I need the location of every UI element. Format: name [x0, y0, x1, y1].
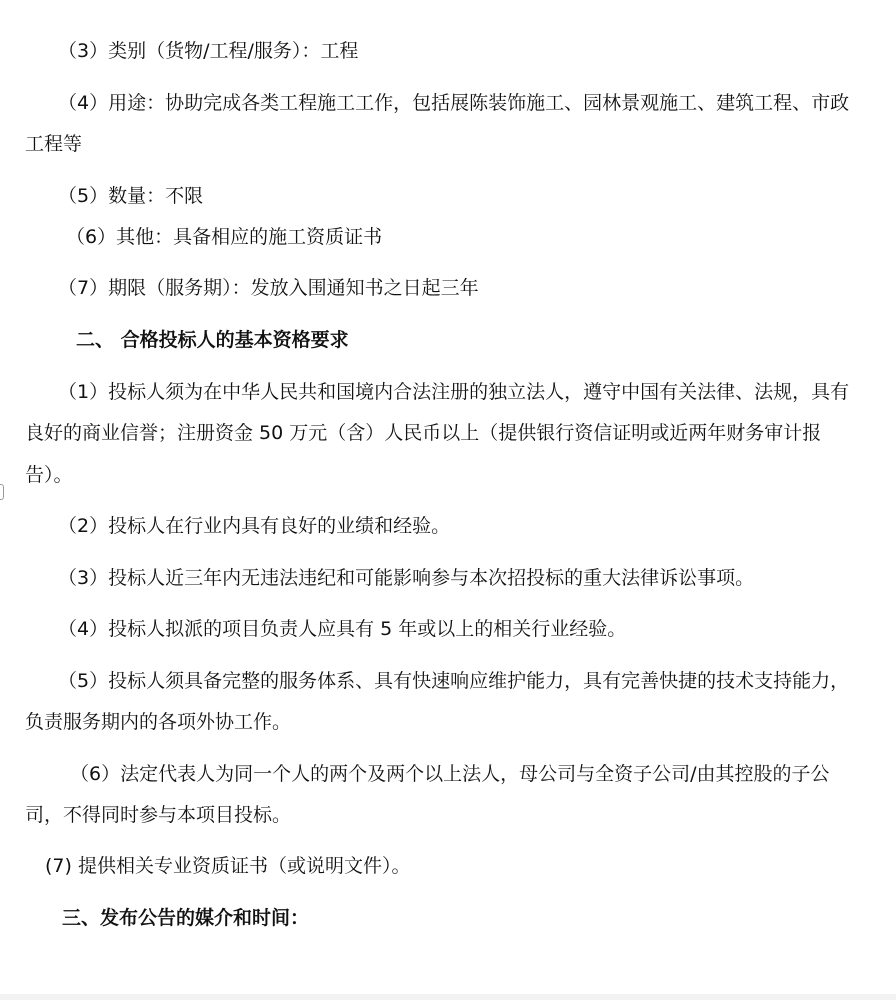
req-6-line-1: （6）法定代表人为同一个人的两个及两个以上法人，母公司与全资子公司/由其控股的子公: [70, 763, 830, 785]
other-line: （6）其他：具备相应的施工资质证书: [66, 226, 383, 248]
req-3-line: （3）投标人近三年内无违法违纪和可能影响参与本次招投标的重大法律诉讼事项。: [58, 567, 755, 589]
req-1-line-1: （1）投标人须为在中华人民共和国境内合法注册的独立法人，遵守中国有关法律、法规，具有: [58, 381, 850, 403]
section-two-heading: 二、 合格投标人的基本资格要求: [76, 329, 349, 351]
req-5-line-1: （5）投标人须具备完整的服务体系、具有快速响应维护能力，具有完善快捷的技术支持能力，: [58, 670, 850, 692]
req-1-line-3: 告）。: [25, 464, 73, 486]
purpose-line-cont: 工程等: [25, 133, 83, 155]
purpose-line: （4）用途：协助完成各类工程施工工作，包括展陈装饰施工、园林景观施工、建筑工程、市政: [58, 92, 850, 114]
req-2-line: （2）投标人在行业内具有良好的业绩和经验。: [58, 515, 451, 537]
term-line: （7）期限（服务期）：发放入围通知书之日起三年: [58, 277, 479, 299]
category-line: （3）类别（货物/工程/服务）：工程: [58, 40, 359, 62]
req-5-line-2: 负责服务期内的各项外协工作。: [25, 711, 292, 733]
req-1-line-2: 良好的商业信誉；注册资金 50 万元（含）人民币以上（提供银行资信证明或近两年财务审计报: [25, 422, 822, 444]
section-three-heading: 三、发布公告的媒介和时间：: [62, 907, 310, 929]
page-edge-handle: [0, 484, 4, 500]
quantity-line: （5）数量：不限: [58, 185, 204, 207]
req-6-line-2: 司，不得同时参与本项目投标。: [25, 804, 292, 826]
req-7-line: (7) 提供相关专业资质证书（或说明文件）。: [45, 855, 411, 877]
req-4-line: （4）投标人拟派的项目负责人应具有 5 年或以上的相关行业经验。: [58, 618, 627, 640]
page-bottom-edge: [0, 994, 896, 1000]
